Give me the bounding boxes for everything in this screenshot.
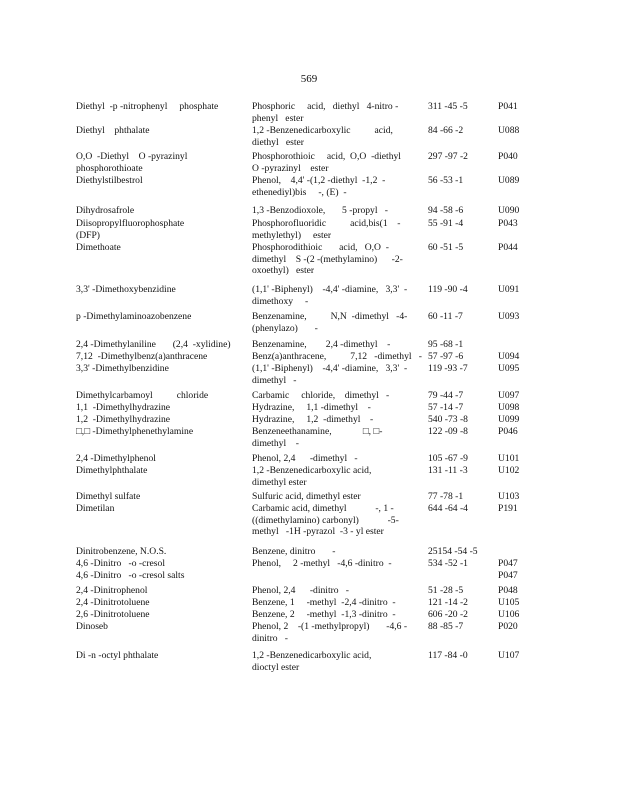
cas-number: 60 -11 -7 (428, 311, 463, 322)
substance-name (76, 402, 244, 414)
waste-code (498, 351, 538, 363)
chemical-synonym-line: Hydrazine, 1,2 -dimethyl - (252, 414, 374, 425)
chemical-synonym (252, 390, 412, 402)
substance-name-line: Diethyl phthalate (76, 125, 150, 136)
chemical-synonym (252, 609, 412, 621)
chemical-synonym-line: (1,1' -Biphenyl) -4,4' -diamine, 3,3' - (252, 284, 408, 295)
substance-name-line: Dinitrobenzene, N.O.S. (76, 546, 167, 557)
cas-number: 60 -51 -5 (428, 242, 464, 253)
waste-code-line: U101 (498, 453, 520, 464)
substance-name (76, 339, 244, 351)
substance-name-line: (DFP) (76, 229, 100, 241)
substance-name (76, 621, 244, 633)
waste-code (498, 363, 538, 375)
chemical-synonym-line: Phenol, 2 -methyl -4,6 -dinitro - (252, 558, 392, 569)
cas-number: 77 -78 -1 (428, 491, 464, 502)
substance-name-line: Di -n -octyl phthalate (76, 650, 159, 661)
chemical-synonym-line: Benzene, 2 -methyl -1,3 -dinitro - (252, 609, 396, 620)
waste-code (498, 453, 538, 465)
chemical-synonym-line: 1,2 -Benzenedicarboxylic acid, (252, 650, 372, 661)
substance-name (76, 242, 244, 254)
chemical-synonym-line: Carbamic acid, dimethyl -, 1 - (252, 503, 394, 514)
waste-code-line: U097 (498, 390, 520, 401)
chemical-synonym (252, 453, 412, 465)
chemical-synonym (252, 585, 412, 597)
waste-code-line: U103 (498, 491, 520, 502)
waste-code (498, 175, 538, 187)
chemical-synonym-line: Phosphorofluoridic acid,bis(1 - (252, 218, 401, 229)
table-row (76, 175, 546, 205)
table-row (76, 621, 546, 650)
table-row (76, 363, 546, 390)
chemical-synonym (252, 621, 412, 644)
substance-name-line: □,□ -Dimethylphenethylamine (76, 426, 194, 437)
waste-code-line: P040 (498, 151, 518, 162)
cas-number: 534 -52 -1 (428, 558, 468, 569)
substance-name (76, 414, 244, 426)
waste-code-line: U105 (498, 597, 520, 608)
substance-name-line: Dimetilan (76, 503, 115, 514)
substance-name-line: 4,6 -Dinitro -o -cresol salts (76, 569, 185, 581)
waste-code-line: U099 (498, 414, 520, 425)
substance-name (76, 390, 244, 402)
substance-name-line: 3,3' -Dimethylbenzidine (76, 363, 169, 374)
waste-code (498, 650, 538, 662)
waste-code-line: U093 (498, 311, 520, 322)
chemical-synonym-line: methyl -1H -pyrazol -3 - yl ester (252, 526, 384, 538)
hazardous-substance-table (76, 101, 546, 676)
waste-code (498, 414, 538, 426)
chemical-synonym (252, 101, 412, 124)
substance-name (76, 585, 244, 597)
cas-number: 119 -93 -7 (428, 363, 468, 374)
table-row (76, 101, 546, 125)
substance-name-line: 2,6 -Dinitrotoluene (76, 609, 150, 620)
chemical-synonym-line: diethyl ester (252, 136, 304, 148)
chemical-synonym (252, 558, 412, 570)
cas-number: 540 -73 -8 (428, 414, 468, 425)
table-row (76, 453, 546, 465)
waste-code-line: P191 (498, 503, 518, 514)
chemical-synonym (252, 242, 412, 277)
waste-code (498, 390, 538, 402)
table-row (76, 585, 546, 597)
waste-code-line: U102 (498, 465, 520, 476)
chemical-synonym-line: dinitro - (252, 632, 288, 644)
waste-code-line: P046 (498, 426, 518, 437)
page-number: 569 (300, 73, 318, 85)
chemical-synonym-line: 1,3 -Benzodioxole, 5 -propyl - (252, 205, 388, 216)
cas-number: 57 -97 -6 (428, 351, 464, 362)
waste-code (498, 205, 538, 217)
waste-code-line: U107 (498, 650, 520, 661)
table-row (76, 339, 546, 351)
waste-code (498, 426, 538, 438)
table-row (76, 125, 546, 151)
table-row (76, 151, 546, 175)
chemical-synonym (252, 218, 412, 241)
chemical-synonym (252, 414, 412, 426)
chemical-synonym (252, 503, 412, 538)
waste-code-line: U089 (498, 175, 520, 186)
cas-number: 25154 -54 -5 (428, 546, 478, 557)
cas-number: 105 -67 -9 (428, 453, 468, 464)
substance-name-line: 7,12 -Dimethylbenz(a)anthracene (76, 351, 208, 362)
substance-name-line: Dimethylcarbamoyl chloride (76, 390, 209, 401)
chemical-synonym (252, 650, 412, 673)
waste-code (498, 465, 538, 477)
substance-name-line: 3,3' -Dimethoxybenzidine (76, 284, 176, 295)
substance-name-line: 4,6 -Dinitro -o -cresol (76, 558, 165, 569)
waste-code (498, 311, 538, 323)
cas-number: 56 -53 -1 (428, 175, 464, 186)
table-row (76, 402, 546, 414)
chemical-synonym-line: 1,2 -Benzenedicarboxylic acid, (252, 125, 393, 136)
table-row (76, 426, 546, 453)
waste-code (498, 125, 538, 137)
waste-code-line: U095 (498, 363, 520, 374)
waste-code (498, 491, 538, 503)
cas-number: 94 -58 -6 (428, 205, 464, 216)
substance-name-line: Diethylstilbestrol (76, 175, 143, 186)
table-row (76, 311, 546, 339)
waste-code (498, 621, 538, 633)
substance-name (76, 426, 244, 438)
table-row (76, 491, 546, 503)
waste-code (498, 218, 538, 230)
substance-name-line: Dimethoate (76, 242, 121, 253)
cas-number: 122 -09 -8 (428, 426, 468, 437)
chemical-synonym-line: 1,2 -Benzenedicarboxylic acid, (252, 465, 372, 476)
table-row (76, 609, 546, 621)
chemical-synonym-line: (1,1' -Biphenyl) -4,4' -diamine, 3,3' - (252, 363, 408, 374)
chemical-synonym-line: methylethyl) ester (252, 229, 332, 241)
substance-name-line: 2,4 -Dimethylaniline (2,4 -xylidine) (76, 339, 231, 350)
chemical-synonym-line: dimethyl ester (252, 476, 307, 488)
substance-name-line: 2,4 -Dinitrotoluene (76, 597, 150, 608)
substance-name-line: Dinoseb (76, 621, 108, 632)
chemical-synonym (252, 311, 412, 334)
chemical-synonym-line: Phenol, 4,4' -(1,2 -diethyl -1,2 - (252, 175, 386, 186)
waste-code (498, 585, 538, 597)
chemical-synonym (252, 175, 412, 198)
substance-name (76, 205, 244, 217)
substance-name (76, 175, 244, 187)
chemical-synonym (252, 339, 412, 351)
chemical-synonym (252, 125, 412, 148)
substance-name (76, 284, 244, 296)
table-row (76, 218, 546, 242)
cas-number: 131 -11 -3 (428, 465, 468, 476)
cas-number: 119 -90 -4 (428, 284, 468, 295)
cas-number: 121 -14 -2 (428, 597, 468, 608)
chemical-synonym-line: Benzenamine, N,N -dimethyl -4- (252, 311, 408, 322)
table-row (76, 414, 546, 426)
table-row (76, 597, 546, 609)
table-row (76, 390, 546, 402)
waste-code-line: P044 (498, 242, 518, 253)
substance-name-line: O,O -Diethyl O -pyrazinyl (76, 151, 188, 162)
substance-name-line: Diethyl -p -nitrophenyl phosphate (76, 101, 219, 112)
chemical-synonym (252, 465, 412, 488)
waste-code-line: P020 (498, 621, 518, 632)
cas-number: 55 -91 -4 (428, 218, 464, 229)
substance-name-line: phosphorothioate (76, 162, 143, 174)
table-row (76, 546, 546, 558)
chemical-synonym-line: O -pyrazinyl ester (252, 162, 329, 174)
substance-name (76, 101, 244, 113)
table-row (76, 650, 546, 676)
cas-number: 57 -14 -7 (428, 402, 464, 413)
chemical-synonym (252, 351, 422, 363)
substance-name-line: Dimethylphthalate (76, 465, 148, 476)
substance-name-line: 1,1 -Dimethylhydrazine (76, 402, 171, 413)
chemical-synonym-line: (phenylazo) - (252, 322, 318, 334)
cas-number: 95 -68 -1 (428, 339, 464, 350)
chemical-synonym (252, 491, 412, 503)
chemical-synonym-line: ((dimethylamino) carbonyl) -5- (252, 514, 399, 526)
substance-name-line: Dihydrosafrole (76, 205, 135, 216)
chemical-synonym-line: phenyl ester (252, 112, 304, 124)
waste-code (498, 609, 538, 621)
table-row (76, 205, 546, 218)
cas-number: 297 -97 -2 (428, 151, 468, 162)
chemical-synonym-line: Hydrazine, 1,1 -dimethyl - (252, 402, 371, 413)
chemical-synonym (252, 151, 412, 174)
substance-name (76, 609, 244, 621)
table-row (76, 284, 546, 311)
substance-name-line: Dimethyl sulfate (76, 491, 141, 502)
cas-number: 79 -44 -7 (428, 390, 464, 401)
substance-name (76, 546, 244, 558)
substance-name (76, 151, 244, 174)
chemical-synonym-line: dioctyl ester (252, 661, 300, 673)
substance-name-line: 1,2 -Dimethylhydrazine (76, 414, 171, 425)
waste-code-line: U106 (498, 609, 520, 620)
cas-number: 606 -20 -2 (428, 609, 468, 620)
substance-name-line: p -Dimethylaminoazobenzene (76, 311, 192, 322)
chemical-synonym (252, 363, 412, 386)
waste-code (498, 151, 538, 163)
chemical-synonym (252, 597, 412, 609)
table-row (76, 242, 546, 284)
substance-name (76, 597, 244, 609)
waste-code-line: P041 (498, 101, 518, 112)
cas-number: 88 -85 -7 (428, 621, 464, 632)
substance-name (76, 491, 244, 503)
cas-number: 117 -84 -0 (428, 650, 468, 661)
waste-code-line: U091 (498, 284, 520, 295)
substance-name (76, 363, 244, 375)
substance-name (76, 558, 244, 581)
chemical-synonym (252, 205, 412, 217)
waste-code-line: P048 (498, 585, 518, 596)
waste-code-line: P043 (498, 218, 518, 229)
waste-code (498, 284, 538, 296)
cas-number: 311 -45 -5 (428, 101, 468, 112)
chemical-synonym-line: dimethyl - (252, 437, 299, 449)
chemical-synonym-line: Benzenamine, 2,4 -dimethyl - (252, 339, 391, 350)
waste-code (498, 597, 538, 609)
substance-name (76, 311, 244, 323)
chemical-synonym (252, 284, 412, 307)
chemical-synonym-line: Sulfuric acid, dimethyl ester (252, 491, 361, 502)
chemical-synonym (252, 426, 412, 449)
table-row (76, 503, 546, 546)
chemical-synonym-line: Phosphoric acid, diethyl 4-nitro - (252, 101, 399, 112)
chemical-synonym-line: oxoethyl) ester (252, 265, 315, 277)
cas-number: 51 -28 -5 (428, 585, 464, 596)
chemical-synonym-line: Benzene, 1 -methyl -2,4 -dinitro - (252, 597, 396, 608)
table-row (76, 465, 546, 491)
substance-name (76, 125, 244, 137)
cas-number: 84 -66 -2 (428, 125, 464, 136)
chemical-synonym-line: Benzene, dinitro - (252, 546, 336, 557)
waste-code-line: U094 (498, 351, 520, 362)
substance-name (76, 503, 244, 515)
waste-code-line: U098 (498, 402, 520, 413)
chemical-synonym-line: ethenediyl)bis -, (E) - (252, 186, 347, 198)
substance-name (76, 465, 244, 477)
chemical-synonym-line: Benz(a)anthracene, 7,12 -dimethyl - (252, 351, 422, 362)
substance-name-line: Diisopropylfluorophosphate (76, 218, 185, 229)
chemical-synonym-line: Phenol, 2,4 -dinitro - (252, 585, 349, 596)
waste-code (498, 242, 538, 254)
chemical-synonym-line: Carbamic chloride, dimethyl - (252, 390, 390, 401)
waste-code (498, 503, 538, 515)
substance-name-line: 2,4 -Dinitrophenol (76, 585, 148, 596)
waste-code-line: P047 (498, 569, 518, 581)
cas-number: 644 -64 -4 (428, 503, 468, 514)
waste-code (498, 402, 538, 414)
table-row (76, 351, 546, 363)
chemical-synonym-line: dimethyl S -(2 -(methylamino) -2- (252, 253, 403, 265)
chemical-synonym-line: Benzeneethanamine, □, □- (252, 426, 383, 437)
substance-name (76, 218, 244, 241)
substance-name-line: 2,4 -Dimethylphenol (76, 453, 156, 464)
substance-name (76, 351, 244, 363)
waste-code-line: U090 (498, 205, 520, 216)
chemical-synonym (252, 546, 412, 558)
substance-name (76, 453, 244, 465)
substance-name (76, 650, 244, 662)
chemical-synonym (252, 402, 412, 414)
waste-code (498, 558, 538, 581)
chemical-synonym-line: Phosphorothioic acid, O,O -diethyl (252, 151, 401, 162)
chemical-synonym-line: Phenol, 2,4 -dimethyl - (252, 453, 358, 464)
waste-code (498, 101, 538, 113)
chemical-synonym-line: Phosphorodithioic acid, O,O - (252, 242, 389, 253)
chemical-synonym-line: dimethyl - (252, 374, 297, 386)
chemical-synonym-line: dimethoxy - (252, 295, 309, 307)
waste-code-line: U088 (498, 125, 520, 136)
chemical-synonym-line: Phenol, 2 -(1 -methylpropyl) -4,6 - (252, 621, 408, 632)
table-row (76, 558, 546, 585)
waste-code-line: P047 (498, 558, 518, 569)
